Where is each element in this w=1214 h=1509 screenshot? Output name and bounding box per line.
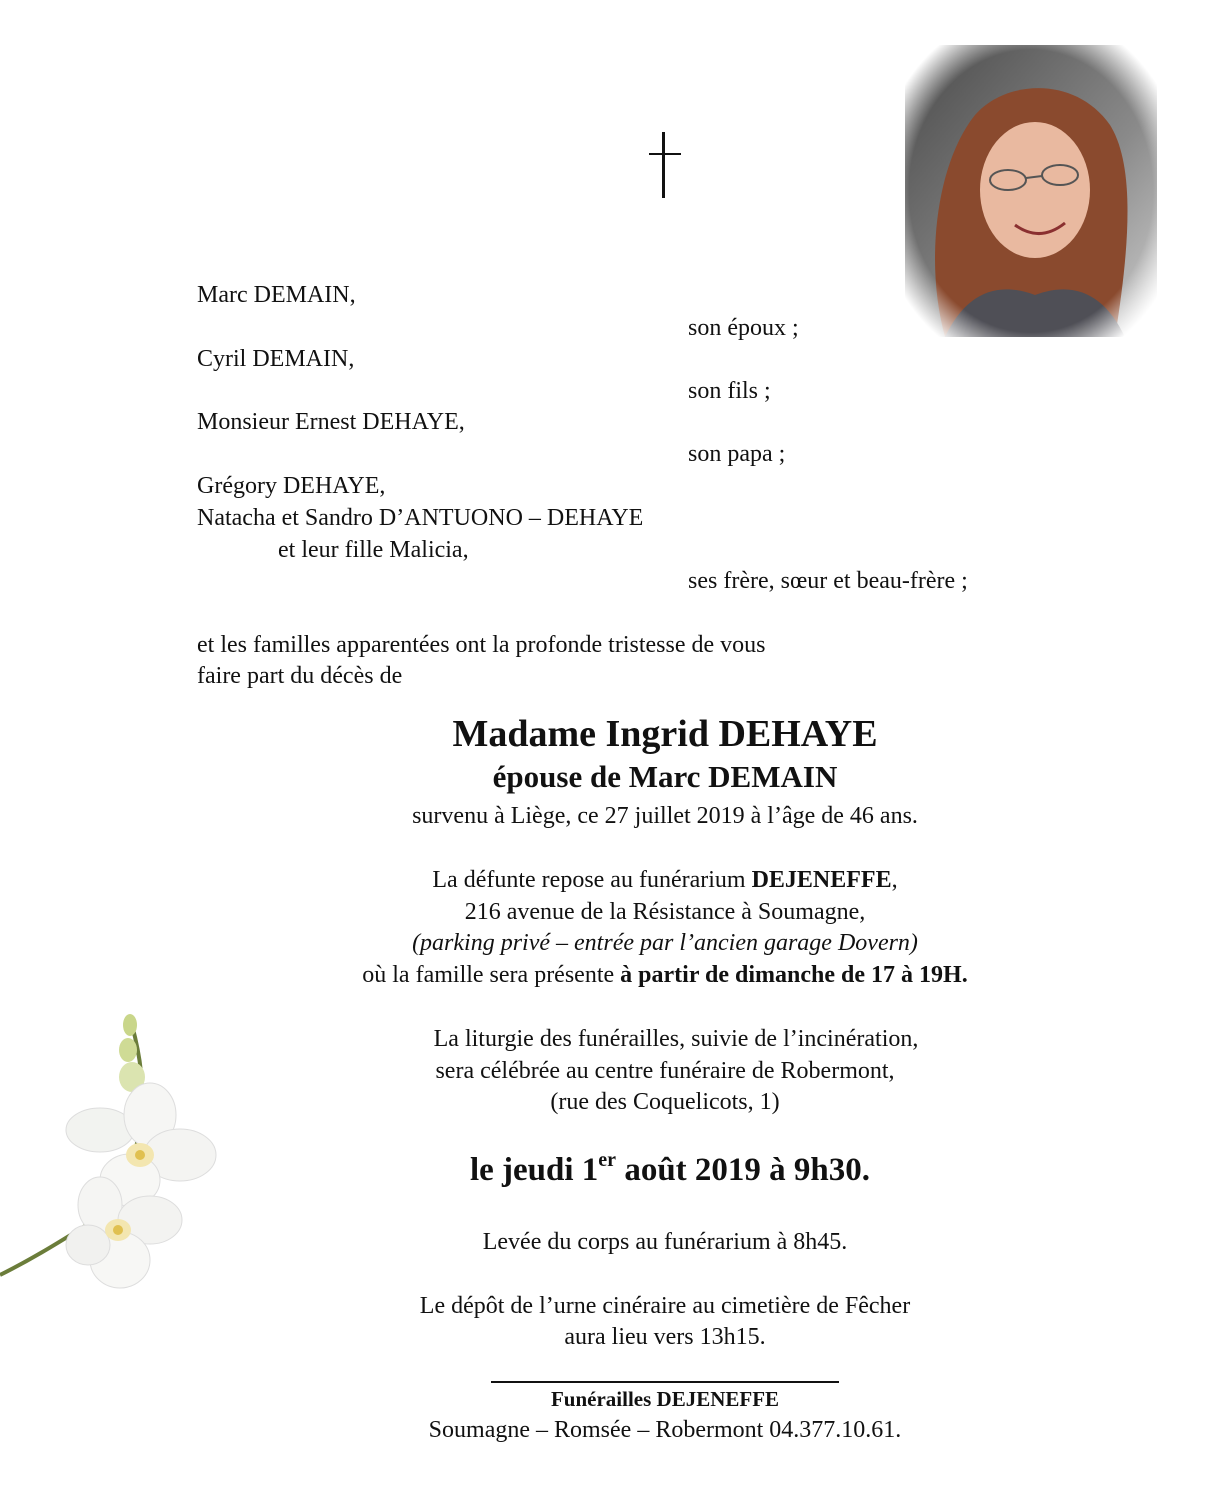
orchid-illustration [0, 1005, 260, 1305]
repose-parking: (parking privé – entrée par l’ancien garage Dovern) [412, 930, 918, 956]
family-relation: son fils ; [688, 378, 771, 404]
liturgy-line: (rue des Coquelicots, 1) [550, 1089, 780, 1115]
urn-info: Le dépôt de l’urne cinéraire au cimetière de Fêcher [419, 1293, 911, 1319]
levee-info: Levée du corps au funérarium à 8h45. [482, 1229, 848, 1255]
family-relation: son époux ; [688, 315, 799, 341]
footer-contact: Soumagne – Romsée – Robermont 04.377.10.61. [428, 1417, 902, 1443]
family-member-name: Monsieur Ernest DEHAYE, [197, 409, 465, 435]
repose-text: où la famille sera présente [362, 962, 621, 988]
service-date-text: août 2019 à 9h30. [616, 1152, 871, 1188]
family-member-name: Grégory DEHAYE, [197, 473, 386, 499]
repose-line-2 [58, 898, 1214, 926]
deceased-name: Madame Ingrid DEHAYE [452, 713, 878, 755]
footer-title: Funérailles DEJENEFFE [550, 1387, 780, 1411]
repose-punct: , [891, 867, 898, 893]
family-member-name: Cyril DEMAIN, [197, 346, 355, 372]
family-relation: ses frère, sœur et beau-frère ; [688, 568, 968, 594]
liturgy-line: La liturgie des funérailles, suivie de l’incinération, [433, 1026, 919, 1052]
liturgy-line: sera célébrée au centre funéraire de Robermont, [435, 1058, 895, 1084]
family-member-name: et leur fille Malicia, [278, 537, 469, 563]
announcement-line: et les familles apparentées ont la profonde tristesse de vous [197, 632, 766, 658]
footer-divider [491, 1381, 839, 1383]
visiting-hours: à partir de dimanche de 17 à 19H. [620, 962, 968, 988]
repose-line-4 [58, 961, 1214, 989]
service-date-text: le jeudi 1 [469, 1152, 599, 1188]
portrait-photo [905, 45, 1157, 337]
family-member-name: Natacha et Sandro D’ANTUONO – DEHAYE [197, 505, 644, 531]
funeral-home-name: DEJENEFFE [751, 867, 892, 893]
urn-info: aura lieu vers 13h15. [564, 1324, 766, 1350]
repose-line-1 [58, 866, 1214, 894]
family-member-name: Marc DEMAIN, [197, 282, 356, 308]
repose-punct: , [859, 899, 866, 925]
repose-text: La défunte repose au funérarium [432, 867, 752, 893]
death-info: survenu à Liège, ce 27 juillet 2019 à l’âge de 46 ans. [412, 803, 918, 829]
service-date-ordinal: er [598, 1149, 617, 1171]
announcement-line: faire part du décès de [197, 663, 403, 689]
family-relation: son papa ; [688, 441, 786, 467]
repose-address: 216 avenue de la Résistance à Soumagne [464, 899, 860, 925]
deceased-spouse: épouse de Marc DEMAIN [492, 759, 838, 794]
